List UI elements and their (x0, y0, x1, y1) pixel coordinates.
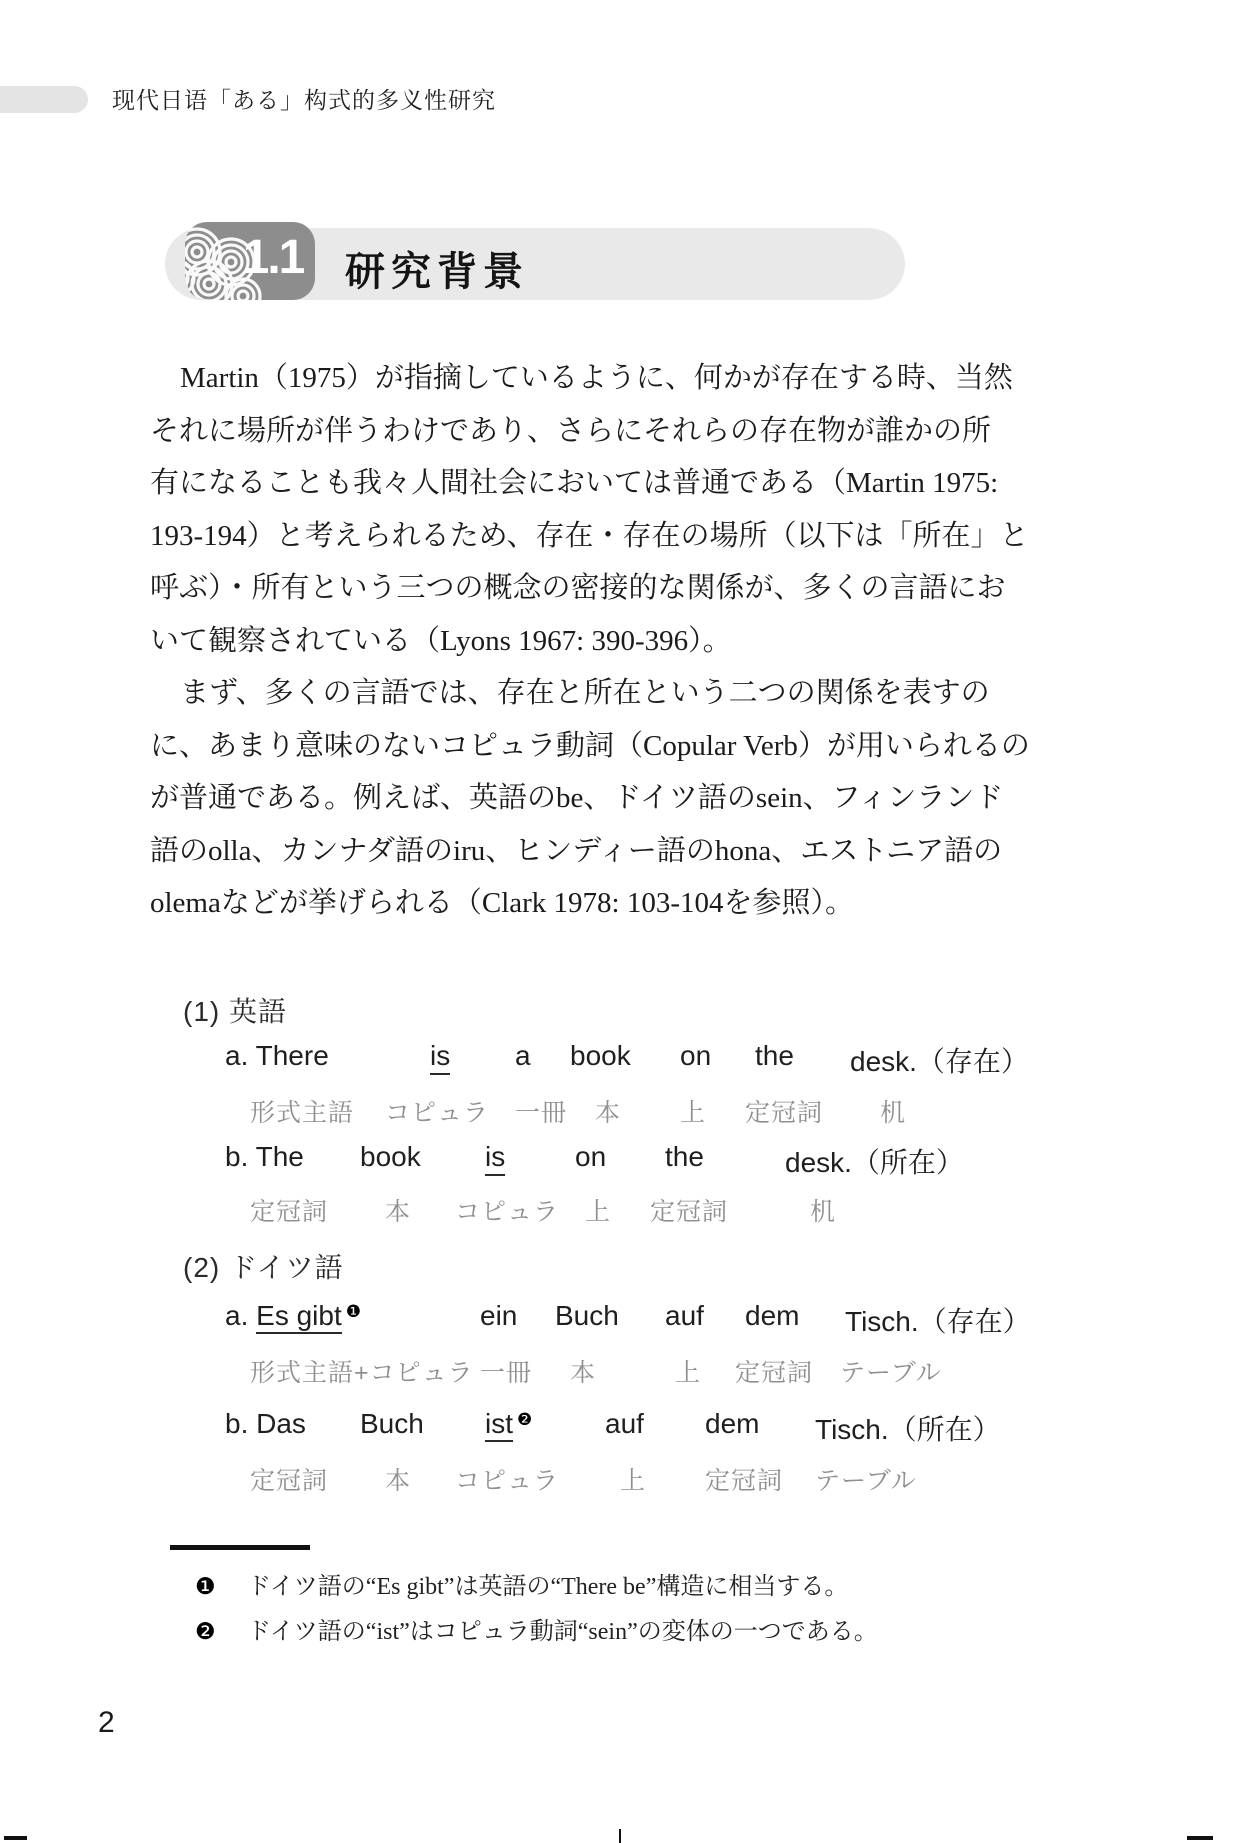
example-sentence-2b (225, 1408, 1055, 1450)
gloss-word: 一冊 (515, 1099, 568, 1127)
word: Tisch.（所在） (815, 1414, 1001, 1445)
word: auf (665, 1300, 704, 1331)
gloss-word: テーブル (815, 1467, 917, 1495)
gloss-word: 上 (680, 1099, 707, 1127)
body-line: まず、多くの言語では、存在と所在という二つの関係を表すの (180, 677, 990, 709)
word: b. Das (225, 1408, 306, 1439)
word: the (755, 1040, 794, 1071)
word: book (570, 1040, 631, 1071)
word (225, 1300, 361, 1332)
gloss-word: 本 (385, 1198, 412, 1226)
running-head-title: 现代日语「ある」构式的多义性研究 (112, 88, 496, 113)
body-line: 呼ぶ）・所有という三つの概念の密接的な関係が、多くの言語にお (150, 572, 1006, 604)
gloss-word: 本 (595, 1099, 622, 1127)
gloss-word: コピュラ (455, 1198, 560, 1226)
word: the (665, 1141, 704, 1172)
body-text (150, 352, 1030, 930)
margin-tab (0, 86, 88, 113)
footnote-number-1: ❶ (195, 1574, 216, 1599)
word: dem (745, 1300, 800, 1331)
gloss-word: 形式主語+コピュラ (250, 1359, 474, 1387)
gloss-word: 上 (585, 1198, 612, 1226)
page-number: 2 (98, 1706, 115, 1739)
word: book (360, 1141, 421, 1172)
word: desk.（所在） (785, 1147, 964, 1178)
gloss-word: 定冠詞 (650, 1198, 729, 1226)
word-underlined: Es gibt (256, 1300, 342, 1334)
footnote-text: ドイツ語の“ist”はコピュラ動詞“sein”の変体の一つである。 (247, 1619, 878, 1645)
gloss-word: 定冠詞 (705, 1467, 784, 1495)
gloss-word: 形式主語 (250, 1099, 355, 1127)
word-underlined: is (430, 1040, 450, 1075)
gloss-word: 本 (385, 1467, 412, 1495)
word-underlined: is (485, 1141, 505, 1176)
example-label-english: (1) 英語 (183, 996, 288, 1027)
body-line: 有になることも我々人間社会においては普通である（Martin 1975: (150, 467, 999, 499)
footnote-number-2: ❷ (195, 1619, 216, 1644)
footnote-separator (170, 1545, 310, 1550)
word: Buch (555, 1300, 619, 1331)
gloss-word: 定冠詞 (250, 1198, 329, 1226)
body-line: に、あまり意味のないコピュラ動詞（Copular Verb）が用いられるの (150, 729, 1030, 762)
example-gloss-1b (225, 1192, 1055, 1234)
word-prefix: a. (225, 1300, 257, 1331)
crop-mark-left (4, 1836, 27, 1840)
word: dem (705, 1408, 760, 1439)
gloss-word: 上 (675, 1359, 702, 1387)
example-sentence-2a (225, 1300, 1055, 1342)
word: a (515, 1040, 531, 1071)
word: on (575, 1141, 607, 1172)
example-gloss-2b (225, 1461, 1055, 1503)
example-label-german: (2) ドイツ語 (183, 1252, 344, 1283)
word: on (680, 1040, 712, 1071)
gloss-word: 一冊 (480, 1359, 533, 1387)
word-underlined: ist (485, 1408, 513, 1442)
example-sentence-1b (225, 1141, 1055, 1183)
crop-mark-center (619, 1829, 621, 1843)
footnote-marker-2: ❷ (517, 1410, 533, 1429)
body-line: 語のolla、カンナダ語のiru、ヒンディー語のhona、エストニア語の (150, 834, 1003, 867)
gloss-word: 定冠詞 (250, 1467, 329, 1495)
footnote-1 (195, 1566, 955, 1601)
word: b. The (225, 1141, 304, 1172)
section-title: 研究背景 (345, 250, 529, 294)
body-line: それに場所が伴うわけであり、さらにそれらの存在物が誰かの所 (150, 414, 992, 447)
body-line: が普通である。例えば、英語のbe、ドイツ語のsein、フィンランド (150, 782, 1004, 814)
body-line: olemaなどが挙げられる（Clark 1978: 103-104を参照）。 (150, 887, 855, 919)
body-line: いて観察されている（Lyons 1967: 390-396）。 (150, 624, 732, 657)
section-number-badge (185, 222, 315, 300)
footnote-text: ドイツ語の“Es gibt”は英語の“There be”構造に相当する。 (247, 1574, 849, 1600)
gloss-word: テーブル (840, 1359, 942, 1387)
example-gloss-1a (225, 1093, 1055, 1135)
word: a. There (225, 1040, 329, 1071)
word: Buch (360, 1408, 424, 1439)
gloss-word: 定冠詞 (745, 1099, 824, 1127)
word (485, 1408, 532, 1440)
example-gloss-2a (225, 1353, 1055, 1395)
gloss-word: 本 (570, 1359, 597, 1387)
word: ein (480, 1300, 518, 1331)
body-line: 193-194）と考えられるため、存在・存在の場所（以下は「所在」と (150, 519, 1029, 552)
word: desk.（存在） (850, 1046, 1029, 1077)
crop-mark-right (1187, 1836, 1213, 1840)
gloss-word: コピュラ (385, 1099, 490, 1127)
section-number: 1.1 (242, 231, 304, 284)
example-sentence-1a (225, 1040, 1055, 1082)
footnote-2 (195, 1611, 955, 1646)
gloss-word: 上 (620, 1467, 647, 1495)
gloss-word: 机 (810, 1198, 837, 1226)
word: Tisch.（存在） (845, 1306, 1031, 1337)
body-line: Martin（1975）が指摘しているように、何かが存在する時、当然 (180, 362, 1013, 394)
gloss-word: コピュラ (455, 1467, 560, 1495)
gloss-word: 定冠詞 (735, 1359, 814, 1387)
footnote-marker-1: ❶ (345, 1302, 361, 1321)
gloss-word: 机 (880, 1099, 907, 1127)
word: auf (605, 1408, 644, 1439)
